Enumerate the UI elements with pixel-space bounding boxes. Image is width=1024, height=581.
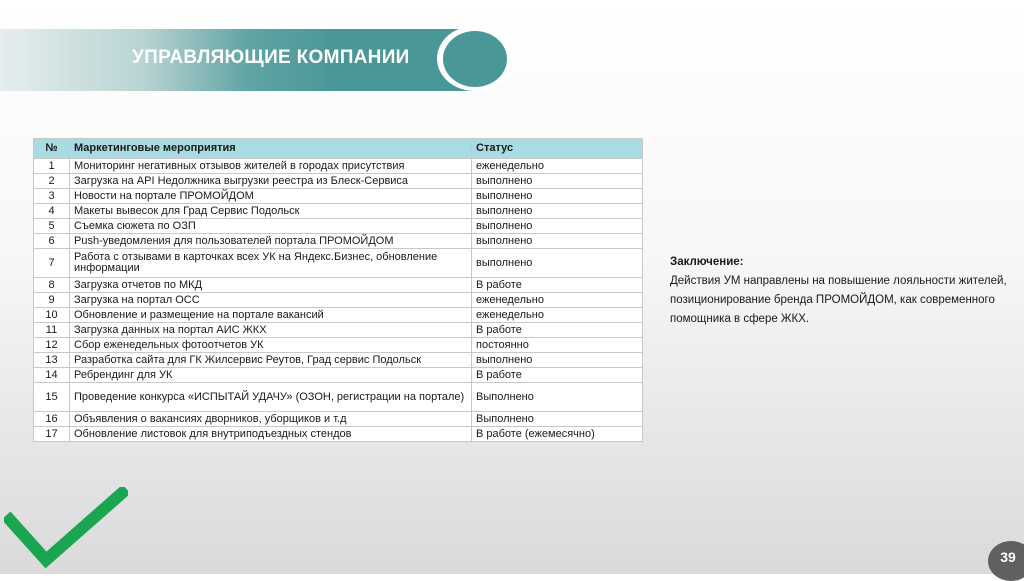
row-activity: Объявления о вакансиях дворников, уборщиков и т.д bbox=[70, 412, 472, 427]
table-row bbox=[34, 234, 643, 249]
table-header-row bbox=[34, 139, 643, 159]
table-row bbox=[34, 159, 643, 174]
row-number: 17 bbox=[34, 427, 70, 442]
row-activity: Обновление листовок для внутриподъездных стендов bbox=[70, 427, 472, 442]
row-activity: Проведение конкурса «ИСПЫТАЙ УДАЧУ» (ОЗОН, регистрации на портале) bbox=[70, 383, 472, 412]
checkmark-stroke bbox=[10, 493, 122, 560]
row-activity: Съемка сюжета по ОЗП bbox=[70, 219, 472, 234]
conclusion-title: Заключение: bbox=[670, 256, 744, 268]
row-activity: Обновление и размещение на портале вакансий bbox=[70, 308, 472, 323]
row-number: 7 bbox=[34, 249, 70, 278]
row-number: 4 bbox=[34, 204, 70, 219]
page-number: 39 bbox=[1000, 549, 1016, 565]
row-number: 16 bbox=[34, 412, 70, 427]
row-activity: Push-уведомления для пользователей портала ПРОМОЙДОМ bbox=[70, 234, 472, 249]
table-row bbox=[34, 219, 643, 234]
row-number: 5 bbox=[34, 219, 70, 234]
table-row bbox=[34, 278, 643, 293]
row-status: Выполнено bbox=[472, 412, 643, 427]
row-status: еженедельно bbox=[472, 159, 643, 174]
row-status: выполнено bbox=[472, 249, 643, 278]
page-title: УПРАВЛЯЮЩИЕ КОМПАНИИ bbox=[132, 47, 410, 68]
row-number: 1 bbox=[34, 159, 70, 174]
conclusion-block bbox=[670, 253, 1015, 329]
header-circle bbox=[443, 31, 507, 87]
conclusion-text: Действия УМ направлены на повышение лояльности жителей, позиционирование бренда ПРОМОЙДОМ, как современного помощника в сфере ЖКХ. bbox=[670, 275, 1007, 325]
row-status: выполнено bbox=[472, 234, 643, 249]
row-status: выполнено bbox=[472, 189, 643, 204]
table-row bbox=[34, 412, 643, 427]
row-activity: Загрузка на портал ОСС bbox=[70, 293, 472, 308]
row-activity: Новости на портале ПРОМОЙДОМ bbox=[70, 189, 472, 204]
table-row bbox=[34, 249, 643, 278]
row-number: 2 bbox=[34, 174, 70, 189]
row-status: еженедельно bbox=[472, 308, 643, 323]
row-number: 11 bbox=[34, 323, 70, 338]
row-number: 15 bbox=[34, 383, 70, 412]
row-status: В работе bbox=[472, 278, 643, 293]
row-activity: Сбор еженедельных фотоотчетов УК bbox=[70, 338, 472, 353]
row-activity: Загрузка на API Недолжника выгрузки реестра из Блеск-Сервиса bbox=[70, 174, 472, 189]
row-activity: Загрузка отчетов по МКД bbox=[70, 278, 472, 293]
table-row bbox=[34, 189, 643, 204]
row-status: В работе (ежемесячно) bbox=[472, 427, 643, 442]
row-status: постоянно bbox=[472, 338, 643, 353]
row-number: 8 bbox=[34, 278, 70, 293]
row-number: 9 bbox=[34, 293, 70, 308]
table-row bbox=[34, 353, 643, 368]
table-row bbox=[34, 308, 643, 323]
column-header-activity: Маркетинговые мероприятия bbox=[70, 139, 472, 159]
table-row bbox=[34, 174, 643, 189]
row-number: 3 bbox=[34, 189, 70, 204]
row-number: 6 bbox=[34, 234, 70, 249]
row-status: выполнено bbox=[472, 219, 643, 234]
row-activity: Разработка сайта для ГК Жилсервис Реутов, Град сервис Подольск bbox=[70, 353, 472, 368]
table-row bbox=[34, 323, 643, 338]
row-activity: Макеты вывесок для Град Сервис Подольск bbox=[70, 204, 472, 219]
row-status: выполнено bbox=[472, 204, 643, 219]
row-status: Выполнено bbox=[472, 383, 643, 412]
checkmark-icon bbox=[4, 487, 128, 574]
row-number: 14 bbox=[34, 368, 70, 383]
column-header-num: № bbox=[34, 139, 70, 159]
row-status: еженедельно bbox=[472, 293, 643, 308]
row-number: 12 bbox=[34, 338, 70, 353]
activities-table bbox=[33, 138, 643, 442]
table-row bbox=[34, 204, 643, 219]
row-status: выполнено bbox=[472, 353, 643, 368]
row-number: 13 bbox=[34, 353, 70, 368]
column-header-status: Статус bbox=[472, 139, 643, 159]
table-row bbox=[34, 338, 643, 353]
row-number: 10 bbox=[34, 308, 70, 323]
row-activity: Работа с отзывами в карточках всех УК на Яндекс.Бизнес, обновление информации bbox=[70, 249, 472, 278]
row-status: выполнено bbox=[472, 174, 643, 189]
table-row bbox=[34, 368, 643, 383]
table-row bbox=[34, 383, 643, 412]
table-row bbox=[34, 427, 643, 442]
row-status: В работе bbox=[472, 368, 643, 383]
row-status: В работе bbox=[472, 323, 643, 338]
row-activity: Ребрендинг для УК bbox=[70, 368, 472, 383]
row-activity: Мониторинг негативных отзывов жителей в городах присутствия bbox=[70, 159, 472, 174]
table-row bbox=[34, 293, 643, 308]
row-activity: Загрузка данных на портал АИС ЖКХ bbox=[70, 323, 472, 338]
